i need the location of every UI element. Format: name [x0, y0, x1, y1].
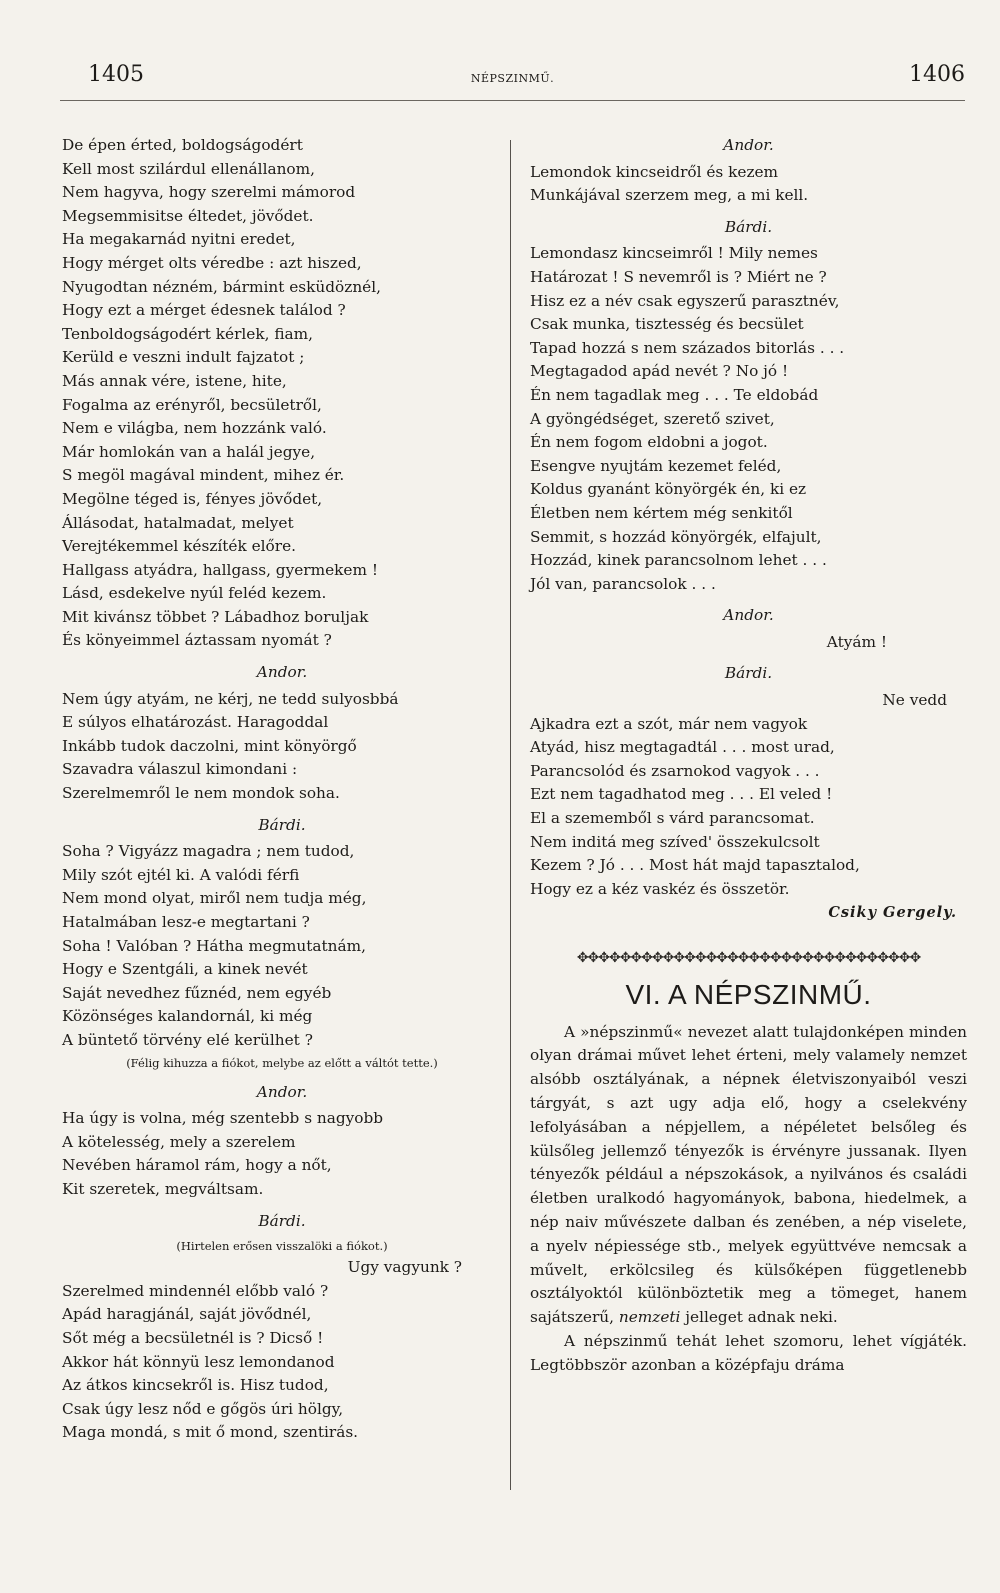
- author-signature: Csiky Gergely.: [828, 904, 957, 922]
- text-run: A »népszinmű« nevezet alatt tulajdonképen minden olyan drámai művet lehet érteni, mely valamely nemzet alsóbb osztályának, a népnek életviszonyaiból veszi tárgyát, s azt ugy adja elő, hogy a cselekvény lefolyásában a népjellem, a népéletet belsőleg és külsőleg jellemző tényezők is érvényre jussanak. Ilyen tényezők például a népszokások, a nyilvános és családi életben uralkodó hagyományok, babona, hiedelmek, a nép naiv művészete dalban és zenében, a nép viselete, a nyelv népiessége stb., melyek együttvéve nemcsak a művelt, erkölcsileg és külsőképen függetlenebb osztályoktól különböztetik meg a tömeget, hanem sajátszerű,: [530, 1022, 967, 1327]
- verse-line: E súlyos elhatározást. Haragoddal: [62, 713, 329, 732]
- verse-line: Életben nem kértem még senkitől: [530, 503, 793, 522]
- verse-line: A büntető törvény elé kerülhet ?: [62, 1030, 313, 1049]
- verse-line: Ha úgy is volna, még szentebb s nagyobb: [62, 1109, 384, 1128]
- verse-line: Hisz ez a név csak egyszerű parasztnév,: [530, 291, 840, 310]
- speaker-name: Andor.: [723, 136, 774, 154]
- verse-block: [530, 713, 967, 902]
- verse-line: Ha megakarnád nyitni eredet,: [62, 230, 296, 249]
- verse-line: Hozzád, kinek parancsolnom lehet . . .: [530, 551, 827, 570]
- verse-line: Nem úgy atyám, ne kérj, ne tedd sulyosbbá: [62, 689, 399, 708]
- verse-line: Atyád, hisz megtagadtál . . . most urad,: [530, 738, 835, 757]
- verse-line: Csak úgy lesz nőd e gőgös úri hölgy,: [62, 1399, 344, 1418]
- verse-line: Lásd, esdekelve nyúl feléd kezem.: [62, 584, 327, 603]
- verse-line: Nem inditá meg szíved' összekulcsolt: [530, 832, 820, 851]
- verse-line: Közönséges kalandornál, ki még: [62, 1007, 313, 1026]
- verse-line: Lemondasz kincseimről ! Mily nemes: [530, 244, 818, 263]
- speaker-name: Bárdi.: [258, 815, 306, 834]
- verse-block: [530, 242, 967, 596]
- paragraph: A népszinmű tehát lehet szomoru, lehet vígjáték. Legtöbbször azonban a középfaju dráma: [530, 1331, 967, 1374]
- stage-direction: (Félig kihuzza a fiókot, melybe az előtt a váltót tette.): [126, 1055, 438, 1070]
- section-title: VI. A NÉPSZINMŰ.: [625, 979, 872, 1010]
- verse-line: Csak munka, tisztesség és becsület: [530, 315, 804, 334]
- page-header: [60, 62, 965, 101]
- page-number-right: 1406: [909, 62, 965, 87]
- verse-line: Megtagadod apád nevét ? No jó !: [530, 362, 789, 381]
- verse-line: Hogy ezt a mérget édesnek találod ?: [62, 301, 346, 320]
- verse-line: Én nem fogom eldobni a jogot.: [530, 433, 768, 452]
- verse-line: Kell most szilárdul ellenállanom,: [62, 159, 316, 178]
- verse-line: Megsemmisitse éltedet, jövődet.: [62, 206, 314, 225]
- verse-line: Tenboldogságodért kérlek, fiam,: [62, 324, 314, 343]
- verse-line: Saját nevedhez fűznéd, nem egyéb: [62, 983, 332, 1002]
- verse-line: Hogy mérget olts véredbe : azt hiszed,: [62, 253, 362, 272]
- verse-line: Kerüld e veszni indult fajzatot ;: [62, 348, 305, 367]
- verse-line: Munkájával szerzem meg, a mi kell.: [530, 186, 809, 205]
- verse-block: [62, 134, 502, 653]
- verse-line: De épen érted, boldogságodért: [62, 136, 303, 154]
- verse-line: Hatalmában lesz-e megtartani ?: [62, 913, 310, 931]
- column-divider: [510, 140, 511, 1490]
- verse-line: Nevében háramol rám, hogy a nőt,: [62, 1156, 332, 1175]
- verse-line: Hallgass atyádra, hallgass, gyermekem !: [62, 560, 378, 579]
- left-column: [62, 134, 502, 1445]
- verse-line: Jól van, parancsolok . . .: [530, 574, 716, 593]
- speaker-name: Andor.: [723, 606, 774, 625]
- speaker-name: Bárdi.: [724, 217, 773, 236]
- speaker-name: Andor.: [256, 663, 308, 682]
- verse-line: Már homlokán van a halál jegye,: [62, 442, 316, 461]
- verse-line: Kezem ? Jó . . . Most hát majd tapasztalod,: [530, 856, 860, 875]
- stage-direction: (Hirtelen erősen visszalöki a fiókot.): [176, 1239, 388, 1254]
- verse-line: Akkor hát könnyü lesz lemondanod: [62, 1352, 335, 1371]
- paragraph: [530, 1021, 967, 1330]
- verse-line: Fogalma az erényről, becsületről,: [62, 395, 322, 414]
- verse-line: Én nem tagadlak meg . . . Te eldobád: [530, 385, 819, 404]
- verse-line: Ne vedd: [882, 691, 947, 710]
- verse-line: Ugy vagyunk ?: [347, 1258, 462, 1277]
- verse-line: Tapad hozzá s nem százados bitorlás . . .: [530, 338, 845, 357]
- verse-line: Állásodat, hatalmadat, melyet: [62, 513, 294, 532]
- verse-line: A kötelesség, mely a szerelem: [62, 1132, 296, 1151]
- verse-line: Megölne téged is, fényes jövődet,: [62, 489, 323, 508]
- verse-line: Kit szeretek, megváltsam.: [62, 1179, 264, 1198]
- speaker-name: Bárdi.: [258, 1211, 306, 1230]
- text-run: jelleget adnak neki.: [685, 1308, 838, 1327]
- verse-line: Nem mond olyat, miről nem tudja még,: [62, 889, 367, 908]
- verse-line: Nem hagyva, hogy szerelmi mámorod: [62, 183, 356, 202]
- verse-line: Nyugodtan nézném, bármint esküdöznél,: [62, 277, 381, 296]
- verse-line: Szavadra válaszul kimondani :: [62, 760, 298, 779]
- prose-text: [530, 1021, 967, 1378]
- verse-block: [530, 161, 967, 208]
- verse-line: Atyám !: [826, 632, 887, 651]
- verse-line: És könyeimmel áztassam nyomát ?: [62, 631, 332, 650]
- verse-block: [62, 688, 502, 806]
- verse-line: Parancsolód és zsarnokod vagyok . . .: [530, 761, 820, 780]
- verse-block: [62, 1107, 502, 1201]
- verse-line: Nem e világba, nem hozzánk való.: [62, 419, 327, 438]
- verse-line: Hogy ez a kéz vaskéz és összetör.: [530, 879, 790, 898]
- verse-line: Szerelmed mindennél előbb való ?: [62, 1281, 329, 1300]
- verse-line: Más annak vére, istene, hite,: [62, 371, 287, 390]
- verse-line: Apád haragjánál, saját jövődnél,: [62, 1305, 312, 1324]
- ornamental-divider: ✥✥✥✥✥✥✥✥✥✥✥✥✥✥✥✥✥✥✥✥✥✥✥✥✥✥✥✥✥✥✥✥: [576, 950, 921, 965]
- verse-line: Semmit, s hozzád könyörgék, elfajult,: [530, 527, 822, 546]
- verse-line: Esengve nyujtám kezemet feléd,: [530, 456, 782, 475]
- verse-line: Koldus gyanánt könyörgék én, ki ez: [530, 480, 807, 499]
- verse-line: Határozat ! S nevemről is ? Miért ne ?: [530, 267, 827, 286]
- verse-line: Maga mondá, s mit ő mond, szentirás.: [62, 1423, 359, 1442]
- verse-line: Hogy e Szentgáli, a kinek nevét: [62, 960, 308, 979]
- verse-block: [62, 1280, 502, 1445]
- verse-line: Mit kivánsz többet ? Lábadhoz boruljak: [62, 607, 369, 626]
- page-number-left: 1405: [88, 62, 144, 87]
- emphasis: nemzeti: [618, 1308, 681, 1327]
- verse-line: Verejtékemmel készíték előre.: [62, 537, 296, 556]
- right-column: [530, 134, 967, 1378]
- verse-line: Ezt nem tagadhatod meg . . . El veled !: [530, 785, 833, 804]
- verse-line: Lemondok kincseidről és kezem: [530, 162, 779, 181]
- verse-line: Sőt még a becsületnél is ? Dicső !: [62, 1328, 324, 1347]
- verse-line: Szerelmemről le nem mondok soha.: [62, 784, 340, 803]
- verse-line: Soha ! Valóban ? Hátha megmutatnám,: [62, 936, 366, 955]
- verse-line: Ajkadra ezt a szót, már nem vagyok: [530, 714, 808, 733]
- verse-line: Mily szót ejtél ki. A valódi férfi: [62, 865, 300, 884]
- verse-line: Inkább tudok daczolni, mint könyörgő: [62, 736, 357, 755]
- speaker-name: Andor.: [256, 1082, 308, 1101]
- verse-line: Az átkos kincsekről is. Hisz tudod,: [62, 1376, 329, 1395]
- verse-block: [62, 840, 502, 1052]
- running-title: NÉPSZINMŰ.: [470, 72, 555, 85]
- verse-line: El a szememből s várd parancsomat.: [530, 809, 815, 828]
- verse-line: Soha ? Vigyázz magadra ; nem tudod,: [62, 842, 355, 861]
- speaker-name: Bárdi.: [724, 664, 773, 683]
- verse-line: S megöl magával mindent, mihez ér.: [62, 466, 345, 485]
- verse-line: A gyöngédséget, szerető szivet,: [530, 409, 775, 428]
